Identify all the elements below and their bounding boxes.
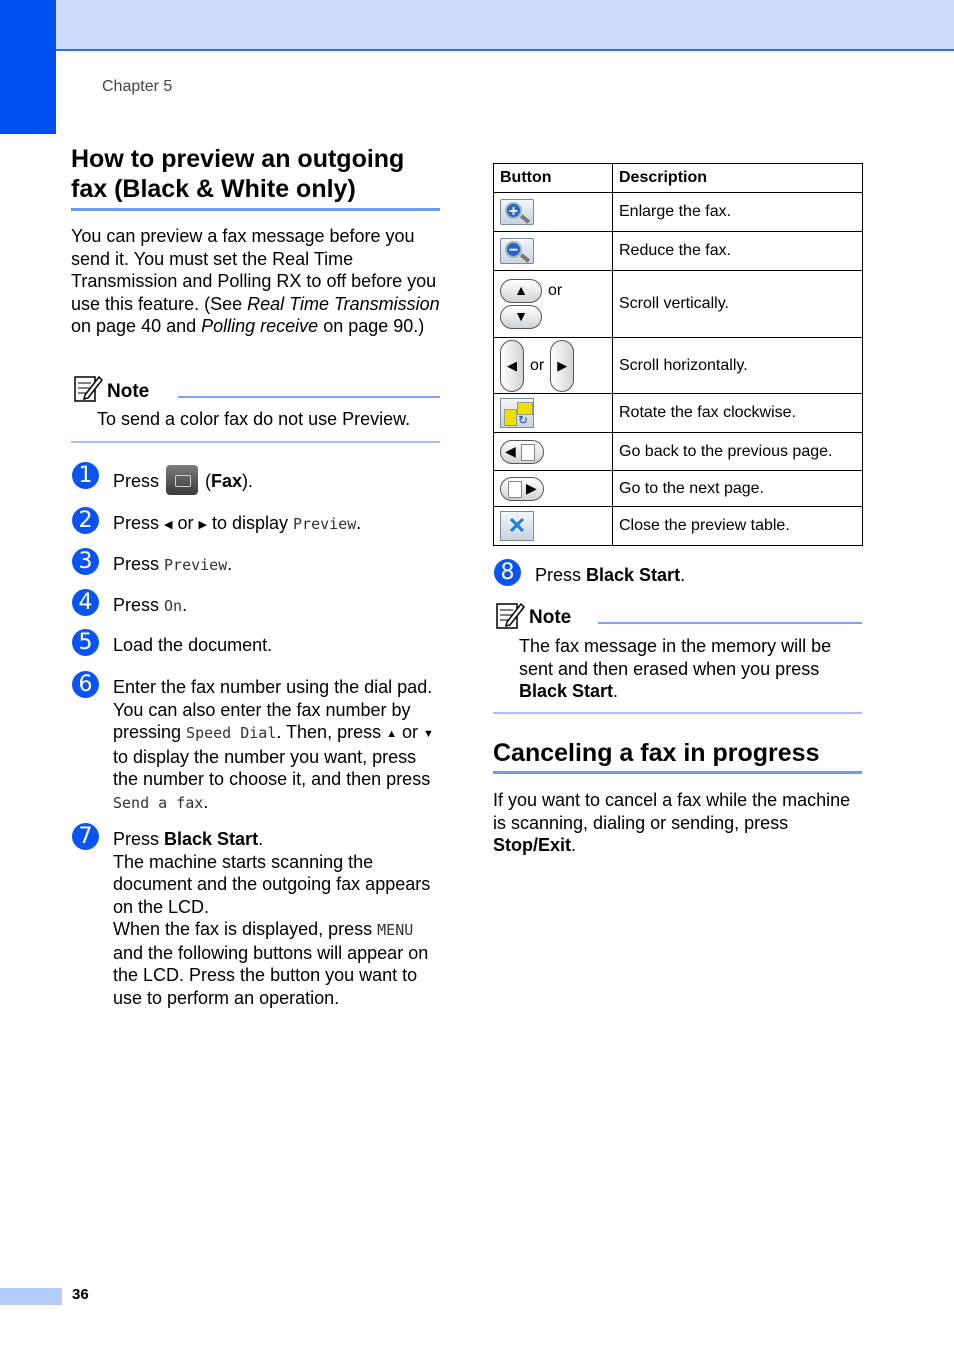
- title-underline: [71, 208, 440, 211]
- header-button: Button: [494, 164, 613, 193]
- row-description: Reduce the fax.: [613, 232, 863, 271]
- scroll-left-icon: ◀: [500, 340, 524, 392]
- note-bottom-rule: [71, 441, 440, 443]
- close-icon: ✕: [500, 511, 534, 541]
- table-row: [494, 232, 863, 271]
- section-title-cancel: Canceling a fax in progress: [493, 739, 820, 767]
- step-number-6: 6: [72, 671, 99, 698]
- note-pencil-icon: [495, 600, 525, 630]
- note-text: The fax message in the memory will be sent and then erased when you press Black Start.: [519, 636, 832, 701]
- scroll-up-icon: ▲: [500, 279, 542, 303]
- row-description: Close the preview table.: [613, 507, 863, 546]
- table-row: ▲ or ▼ Scroll vertically.: [494, 271, 863, 338]
- step-number-2: 2: [72, 507, 99, 534]
- note-title: Note: [107, 381, 150, 402]
- step-6-text: Enter the fax number using the dial pad. You can also enter the fax number by pressing Speed Dial. Then, press ▲ or ▼ to display the number you want, press the number to choose it, and then press Send a fax.: [113, 677, 434, 812]
- note-text: To send a color fax do not use Preview.: [97, 409, 411, 429]
- note-pencil-icon: [73, 373, 103, 403]
- footer-bar: [0, 1288, 62, 1305]
- note-rule: [598, 622, 862, 624]
- fax-button-icon: [166, 465, 198, 495]
- chapter-label: Chapter 5: [102, 78, 173, 95]
- step-number-7: 7: [72, 823, 99, 850]
- step-4-text: Press On.: [113, 595, 188, 615]
- row-description: Enlarge the fax.: [613, 193, 863, 232]
- row-description: Scroll horizontally.: [613, 338, 863, 394]
- step-number-5: 5: [72, 629, 99, 656]
- previous-page-icon: ◀: [500, 440, 544, 464]
- step-number-1: 1: [72, 462, 99, 489]
- table-row: [494, 471, 863, 507]
- step-8-text: Press Black Start.: [535, 565, 686, 585]
- title-underline: [493, 771, 862, 774]
- step-5-text: Load the document.: [113, 635, 273, 655]
- table-header-row: [494, 164, 863, 193]
- rotate-icon: ↻: [500, 398, 534, 428]
- down-arrow-icon: ▼: [423, 728, 434, 740]
- step-number-8: 8: [494, 559, 521, 586]
- step-1-text: Press (Fax).: [113, 467, 443, 497]
- table-row: [494, 507, 863, 546]
- note-bottom-rule: [493, 712, 862, 714]
- header-bar: [0, 0, 954, 51]
- step-number-3: 3: [72, 548, 99, 575]
- chapter-tab: [0, 0, 56, 134]
- cancel-paragraph: If you want to cancel a fax while the machine is scanning, dialing or sending, press Stop/Exit.: [493, 790, 851, 855]
- row-description: Go back to the previous page.: [613, 433, 863, 471]
- up-arrow-icon: ▲: [386, 728, 397, 740]
- table-row: [494, 193, 863, 232]
- next-page-icon: ▶: [500, 477, 544, 501]
- zoom-out-icon: −: [500, 238, 534, 264]
- scroll-down-icon: ▼: [500, 305, 542, 329]
- right-arrow-icon: ▶: [198, 519, 207, 531]
- table-row: [494, 433, 863, 471]
- table-row: [494, 394, 863, 433]
- preview-buttons-table: [493, 163, 863, 546]
- row-description: Rotate the fax clockwise.: [613, 394, 863, 433]
- row-description: Go to the next page.: [613, 471, 863, 507]
- scroll-right-icon: ▶: [550, 340, 574, 392]
- note-title: Note: [529, 607, 572, 628]
- step-2-text: Press ◀ or ▶ to display Preview.: [113, 513, 362, 533]
- section-title-preview: How to preview an outgoing fax (Black & White only): [71, 145, 405, 203]
- header-description: Description: [613, 164, 863, 193]
- table-row: ◀ or ▶ Scroll horizontally.: [494, 338, 863, 394]
- step-7-text: Press Black Start. The machine starts scanning the document and the outgoing fax appears on the LCD. When the fax is displayed, press MENU and the following buttons will appear on the LCD. Press the button you want to use to perform an operation.: [113, 829, 431, 1008]
- zoom-in-icon: +: [500, 199, 534, 225]
- page-number: 36: [72, 1286, 89, 1303]
- step-number-4: 4: [72, 589, 99, 616]
- row-description: Scroll vertically.: [613, 271, 863, 338]
- intro-paragraph: You can preview a fax message before you send it. You must set the Real Time Transmission and Polling RX to off before you use this feature. (See Real Time Transmission on page 40 and Polling receive on page 90.): [71, 226, 440, 336]
- step-3-text: Press Preview.: [113, 554, 233, 574]
- note-rule: [178, 396, 440, 398]
- left-arrow-icon: ◀: [164, 519, 173, 531]
